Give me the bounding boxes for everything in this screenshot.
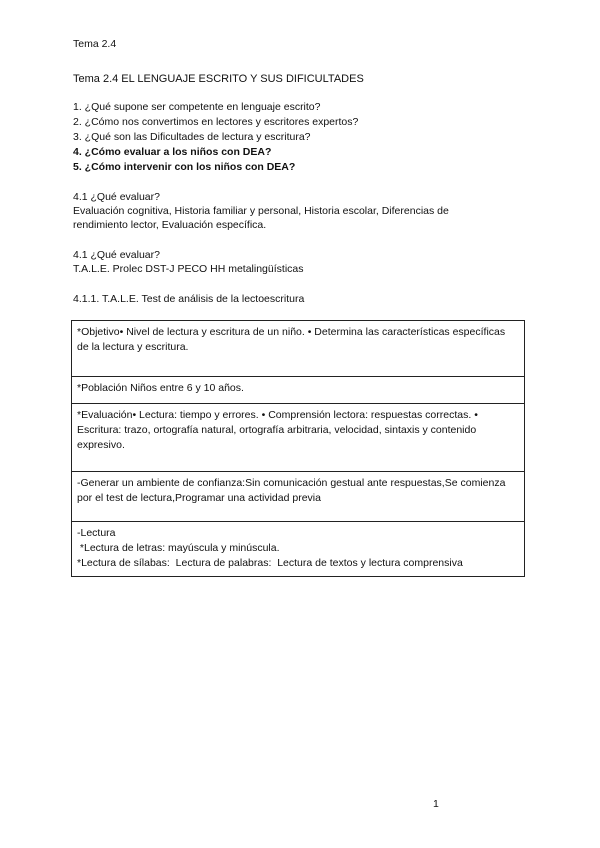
table-row: [72, 472, 525, 522]
section-what-to-evaluate-2: [73, 248, 304, 276]
section-body: T.A.L.E. Prolec DST-J PECO HH metalingüísticas: [73, 263, 304, 275]
table-cell-population: *Población Niños entre 6 y 10 años.: [72, 377, 525, 404]
toc-item-1: 1. ¿Qué supone ser competente en lenguaje escrito?: [73, 101, 321, 113]
table-row: [72, 404, 525, 472]
table-row: [72, 522, 525, 577]
section-what-to-evaluate-1: [73, 190, 493, 232]
section-heading: 4.1 ¿Qué evaluar?: [73, 191, 160, 203]
table-cell-objective: *Objetivo• Nivel de lectura y escritura de un niño. • Determina las características específicas de la lectura y escritura.: [72, 321, 525, 377]
section-heading: 4.1 ¿Qué evaluar?: [73, 249, 160, 261]
page-header: Tema 2.4: [73, 38, 117, 50]
toc-item-5: 5. ¿Cómo intervenir con los niños con DEA?: [73, 161, 296, 173]
table-cell-reading: [72, 522, 525, 577]
section-body: Evaluación cognitiva, Historia familiar y personal, Historia escolar, Diferencias de rendimiento lector, Evaluación específica.: [73, 205, 449, 231]
reading-line-3: *Lectura de sílabas: Lectura de palabras: Lectura de textos y lectura comprensiva: [77, 557, 463, 569]
table-row: [72, 321, 525, 377]
table-cell-guidelines: -Generar un ambiente de confianza:Sin comunicación gestual ante respuestas,Se comienza por el test de lectura,Programar una actividad previa: [72, 472, 525, 522]
page-number: 1: [433, 798, 439, 810]
reading-line-1: -Lectura: [77, 527, 116, 539]
toc-item-2: 2. ¿Cómo nos convertimos en lectores y escritores expertos?: [73, 116, 359, 128]
table-cell-evaluation: *Evaluación• Lectura: tiempo y errores. • Comprensión lectora: respuestas correctas. • Escritura: trazo, ortografía natural, ortografía arbitraria, velocidad, sintaxis y contenido expresivo.: [72, 404, 525, 472]
tale-table: [71, 320, 525, 577]
table-row: [72, 377, 525, 404]
toc-item-4: 4. ¿Cómo evaluar a los niños con DEA?: [73, 146, 272, 158]
section-tale-heading: 4.1.1. T.A.L.E. Test de análisis de la lectoescritura: [73, 293, 305, 305]
reading-line-2: *Lectura de letras: mayúscula y minúscula.: [77, 542, 280, 554]
document-title: Tema 2.4 EL LENGUAJE ESCRITO Y SUS DIFICULTADES: [73, 73, 364, 85]
toc-item-3: 3. ¿Qué son las Dificultades de lectura y escritura?: [73, 131, 311, 143]
table-of-contents: [73, 100, 358, 175]
